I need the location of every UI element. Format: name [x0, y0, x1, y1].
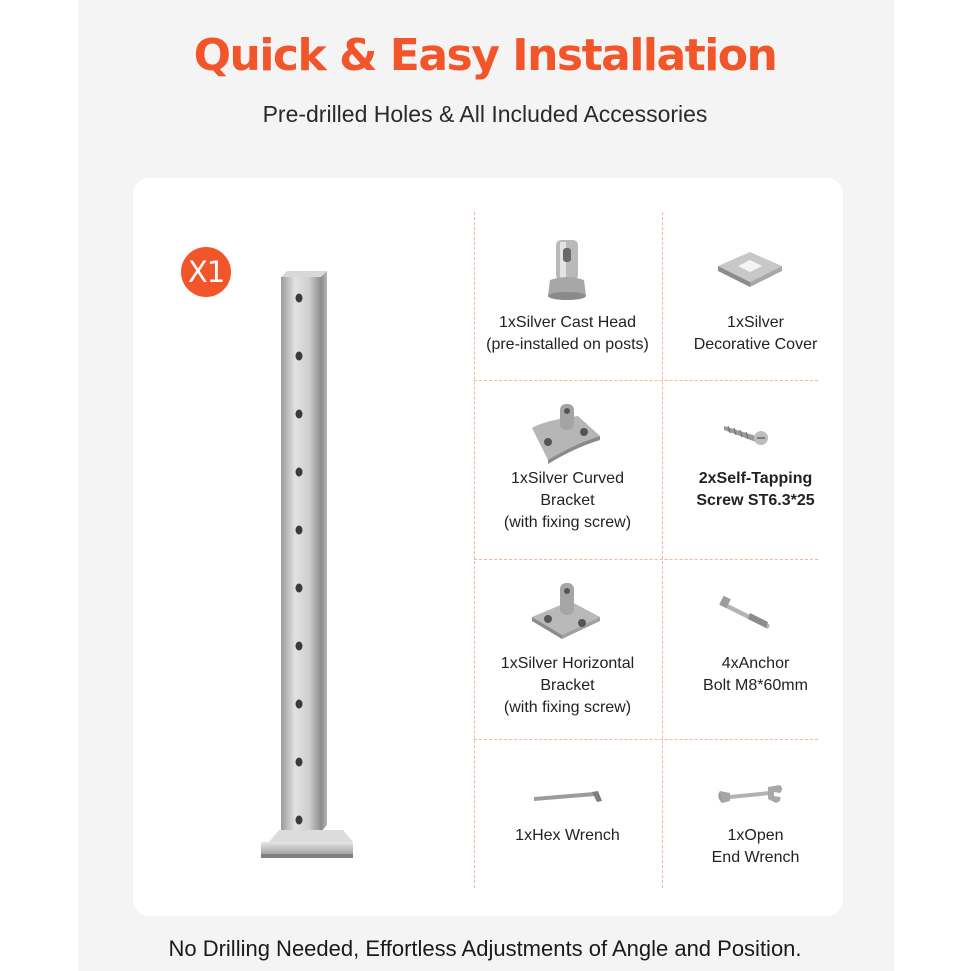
open-end-wrench-icon [664, 781, 847, 807]
accessory-cast-head [476, 212, 659, 380]
grid-divider [474, 212, 475, 888]
accessory-self-tapping-screw [664, 380, 847, 559]
accessory-label-line: 1xHex Wrench [515, 827, 620, 844]
accessory-decorative-cover [664, 212, 847, 380]
accessory-label-line: (with fixing screw) [503, 514, 632, 531]
cast-head-icon [476, 234, 659, 304]
grid-divider [662, 212, 663, 888]
post-hole [296, 410, 303, 419]
accessory-label-line: 2xSelf-Tapping [698, 470, 813, 487]
accessory-label [664, 468, 847, 512]
accessory-label [476, 653, 659, 719]
curved-bracket-icon [476, 398, 659, 466]
accessory-label [664, 825, 847, 869]
accessory-horizontal-bracket [476, 559, 659, 739]
accessory-anchor-bolt [664, 559, 847, 739]
accessory-label-line: 1xOpen [727, 827, 784, 844]
accessory-label-line: Decorative Cover [693, 336, 818, 353]
accessory-label [664, 312, 847, 356]
post-hole [296, 584, 303, 593]
accessory-label-line: 1xSilver Horizontal [500, 655, 635, 672]
accessory-label-line: 1xSilver [727, 314, 784, 331]
accessory-label-line: (with fixing screw) [503, 699, 632, 716]
accessory-label [664, 653, 847, 697]
accessory-label-line: End Wrench [711, 849, 800, 866]
post-hole [296, 758, 303, 767]
accessory-curved-bracket [476, 380, 659, 559]
accessory-label [476, 312, 659, 356]
post-hole [296, 526, 303, 535]
post-hole [296, 700, 303, 709]
quantity-badge: X1 [181, 247, 231, 297]
accessory-hex-wrench [476, 739, 659, 889]
accessory-open-end-wrench [664, 739, 847, 889]
footer-text: No Drilling Needed, Effortless Adjustments of Angle and Position. [168, 936, 802, 961]
anchor-bolt-icon [664, 595, 847, 635]
stainless-post-icon [255, 265, 365, 875]
page-title: Quick & Easy Installation [193, 30, 777, 81]
accessory-label [476, 825, 659, 847]
horizontal-bracket-icon [476, 579, 659, 641]
page-subtitle: Pre-drilled Holes & All Included Accessories [262, 101, 708, 127]
post-hole [296, 352, 303, 361]
accessory-label-line: 1xSilver Cast Head [499, 314, 636, 331]
accessory-label-line: (pre-installed on posts) [486, 336, 649, 353]
accessory-label-line: 1xSilver Curved [511, 470, 624, 487]
hex-wrench-icon [476, 783, 659, 807]
accessory-label-line: Bracket [540, 677, 595, 694]
accessory-label-line: Screw ST6.3*25 [696, 492, 815, 509]
accessory-label [476, 468, 659, 534]
post-hole [296, 816, 303, 825]
accessory-label-line: Bracket [540, 492, 595, 509]
post-hole [296, 642, 303, 651]
accessory-label-line: Bolt M8*60mm [703, 677, 808, 694]
self-tapping-screw-icon [664, 416, 847, 452]
accessory-label-line: 4xAnchor [721, 655, 790, 672]
decorative-cover-icon [664, 244, 847, 294]
post-hole [296, 294, 303, 303]
post-hole [296, 468, 303, 477]
